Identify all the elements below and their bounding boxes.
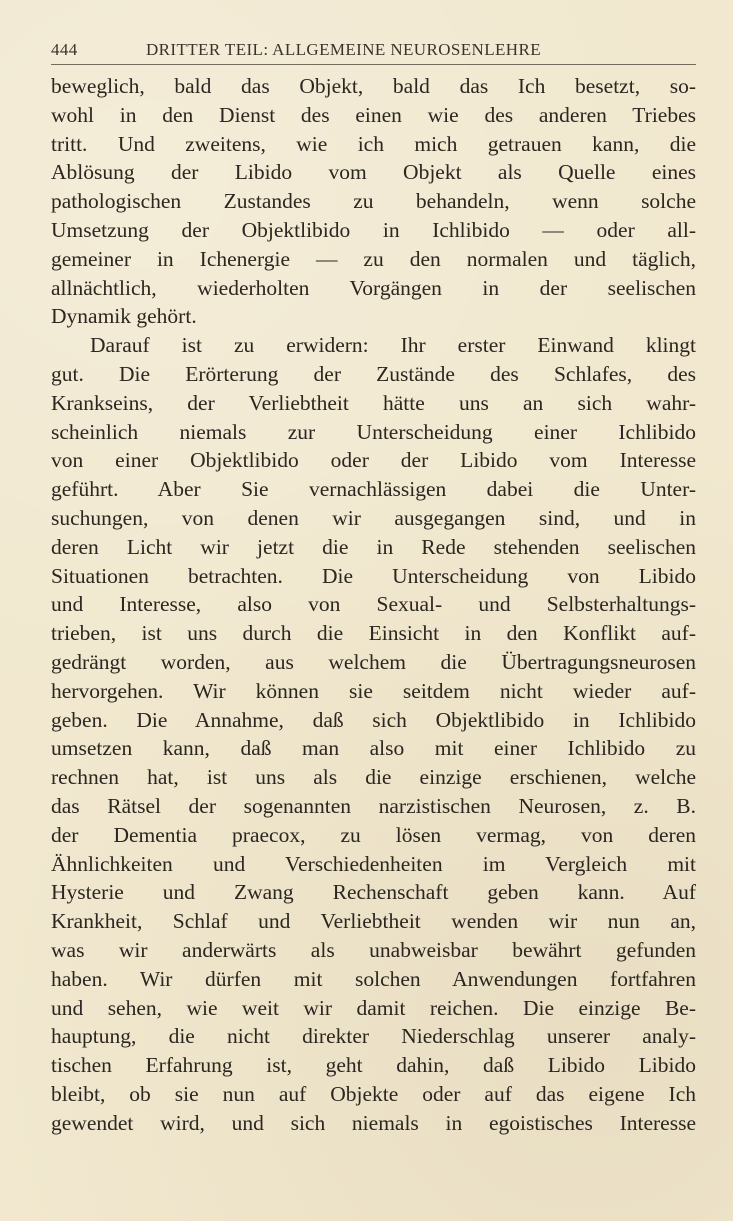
text-line: Dynamik gehört. <box>51 304 197 329</box>
text-line: scheinlich niemals zur Unterscheidung einer Ichlibido <box>51 419 696 444</box>
text-line: deren Licht wir jetzt die in Rede stehenden seelischen <box>51 534 696 559</box>
text-line: beweglich, bald das Objekt, bald das Ich besetzt, so- <box>51 74 696 98</box>
running-head <box>51 40 696 62</box>
text-line: der Dementia praecox, zu lösen vermag, von deren <box>51 822 696 847</box>
text-line: allnächtlich, wiederholten Vorgängen in der seelischen <box>51 275 696 300</box>
text-line: gemeiner in Ichenergie — zu den normalen und täglich, <box>51 246 696 271</box>
text-line: Situationen betrachten. Die Unterscheidung von Libido <box>51 563 696 588</box>
running-title: DRITTER TEIL: ALLGEMEINE NEUROSENLEHRE <box>146 40 541 59</box>
text-line: suchungen, von denen wir ausgegangen sind, und in <box>51 505 696 530</box>
text-line: und Interesse, also von Sexual- und Selbsterhaltungs- <box>51 592 696 617</box>
text-line: haben. Wir dürfen mit solchen Anwendungen fortfahren <box>51 966 696 991</box>
text-line: Krankseins, der Verliebtheit hätte uns an sich wahr- <box>51 390 696 415</box>
text-line: tischen Erfahrung ist, geht dahin, daß Libido Libido <box>51 1053 696 1078</box>
body-text <box>51 72 696 1137</box>
text-line: pathologischen Zustandes zu behandeln, wenn solche <box>51 189 696 214</box>
text-line: tritt. Und zweitens, wie ich mich getrauen kann, die <box>51 131 696 156</box>
text-line: geführt. Aber Sie vernachlässigen dabei die Unter- <box>51 477 696 502</box>
text-line: rechnen hat, ist uns als die einzige erschienen, welche <box>51 765 696 790</box>
text-line: wohl in den Dienst des einen wie des anderen Triebes <box>51 102 696 127</box>
text-line: von einer Objektlibido oder der Libido vom Interesse <box>51 448 696 473</box>
text-line: gut. Die Erörterung der Zustände des Schlafes, des <box>51 361 696 386</box>
text-line: bleibt, ob sie nun auf Objekte oder auf das eigene Ich <box>51 1081 696 1106</box>
paragraph-1 <box>51 72 696 331</box>
text-line: gewendet wird, und sich niemals in egoistisches Interesse <box>51 1110 696 1135</box>
page-number: 444 <box>51 40 78 59</box>
header-rule <box>51 64 696 65</box>
text-line: Ähnlichkeiten und Verschiedenheiten im Vergleich mit <box>51 851 696 876</box>
text-line: Krankheit, Schlaf und Verliebtheit wenden wir nun an, <box>51 909 696 934</box>
text-line: hervorgehen. Wir können sie seitdem nicht wieder auf- <box>51 678 696 703</box>
text-line: und sehen, wie weit wir damit reichen. Die einzige Be- <box>51 995 696 1020</box>
text-line: hauptung, die nicht direkter Niederschlag unserer analy- <box>51 1024 696 1049</box>
paragraph-2 <box>51 331 696 1137</box>
text-line: gedrängt worden, aus welchem die Übertragungsneurosen <box>51 649 696 674</box>
text-line: Ablösung der Libido vom Objekt als Quelle eines <box>51 160 696 185</box>
text-line: Hysterie und Zwang Rechenschaft geben kann. Auf <box>51 880 696 905</box>
text-line: Darauf ist zu erwidern: Ihr erster Einwand klingt <box>90 333 696 358</box>
text-line: was wir anderwärts als unabweisbar bewährt gefunden <box>51 937 696 962</box>
text-line: geben. Die Annahme, daß sich Objektlibido in Ichlibido <box>51 707 696 732</box>
text-line: das Rätsel der sogenannten narzistischen Neurosen, z. B. <box>51 793 696 818</box>
text-line: trieben, ist uns durch die Einsicht in den Konflikt auf- <box>51 621 696 646</box>
text-line: Umsetzung der Objektlibido in Ichlibido — oder all- <box>51 217 696 242</box>
text-line: umsetzen kann, daß man also mit einer Ichlibido zu <box>51 736 696 761</box>
